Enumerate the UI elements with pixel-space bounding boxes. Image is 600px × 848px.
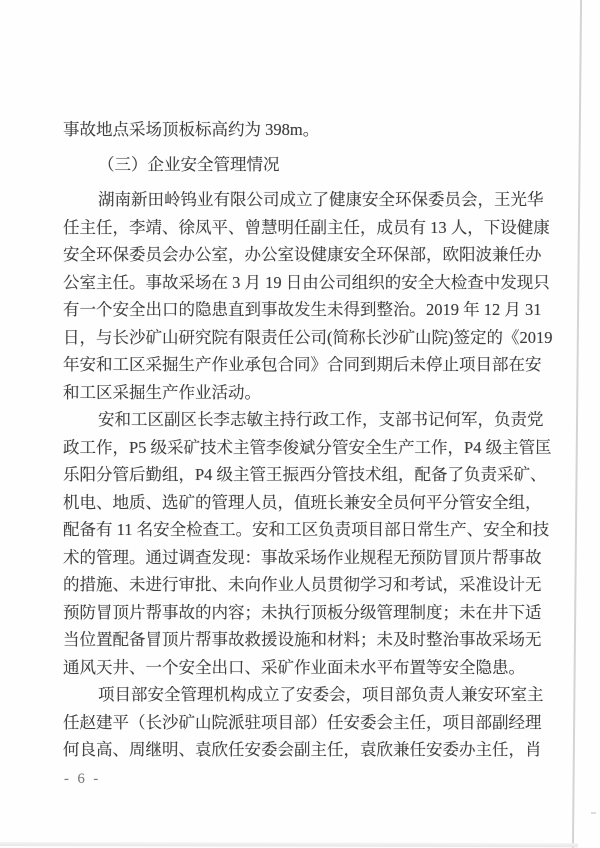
text-line: 有一个安全出口的隐患直到事故发生未得到整治。2019 年 12 月 31 — [63, 300, 542, 319]
text-line: 年安和工区采掘生产作业承包合同》合同到期后未停止项目部在安 — [63, 355, 542, 374]
text-line: 和工区采掘生产作业活动。 — [63, 382, 261, 402]
text-line: 的措施、未进行审批、未向作业人员贯彻学习和考试，采准设计无 — [63, 575, 542, 594]
text-line: 任主任，李靖、徐凤平、曾慧明任副主任，成员有 13 人，下设健康 — [63, 217, 550, 237]
text-line: 预防冒顶片帮事故的内容；未执行顶板分级管理制度；未在井下适 — [63, 602, 542, 622]
text-line: 术的管理。通过调查发现：事故采场作业规程无预防冒顶片帮事故 — [63, 547, 542, 567]
text-line: 乐阳分管后勤组，P4 级主管王振西分管技术组，配备了负责采矿、 — [63, 465, 547, 484]
paragraph-block — [63, 186, 553, 406]
scan-speck — [591, 812, 596, 814]
text-line: 当位置配备冒顶片帮事故救援设施和材料；未及时整治事故采场无 — [63, 630, 542, 649]
section-heading: （三）企业安全管理情况 — [98, 155, 280, 174]
text-line: 政工作，P5 级采矿技术主管李俊斌分管安全生产工作，P4 级主管匡 — [63, 437, 552, 457]
heading-block — [63, 151, 537, 179]
scan-edge-line — [572, 0, 582, 848]
text-line: 何良高、周继明、袁欣任安委会副主任，袁欣兼任安委办主任，肖 — [63, 740, 542, 759]
text-line: 机电、地质、选矿的管理人员，值班长兼安全员何平分管安全组， — [63, 492, 542, 512]
paragraph-block — [63, 406, 552, 681]
page-number: - 6 - — [64, 771, 101, 787]
text-line: 项目部安全管理机构成立了安委会，项目部负责人兼安环室主 — [98, 685, 544, 704]
scan-bottom-edge — [0, 842, 578, 847]
text-line: 安全环保委员会办公室，办公室设健康安全环保部，欧阳波兼任办 — [63, 245, 542, 264]
text-line: 公室主任。事故采场在 3 月 19 日由公司组织的安全大检查中发现只 — [63, 272, 550, 292]
paragraph-block — [63, 681, 544, 764]
text-line: 通风天井、一个安全出口、采矿作业面未水平布置等安全隐患。 — [63, 657, 525, 677]
text-line: 事故地点采场顶板标高约为 398m。 — [63, 120, 320, 139]
text-line: 安和工区副区长李志敏主持行政工作，支部书记何军，负责党 — [98, 410, 544, 429]
text-line: 配备有 11 名安全检查工。安和工区负责项目部日常生产、安全和技 — [63, 520, 550, 539]
paragraph-block — [63, 116, 537, 144]
text-line: 任赵建平（长沙矿山院派驻项目部）任安委会主任，项目部副经理 — [63, 712, 542, 732]
text-body — [63, 116, 553, 764]
text-line: 湖南新田岭钨业有限公司成立了健康安全环保委员会，王光华 — [98, 190, 544, 209]
text-line: 日，与长沙矿山研究院有限责任公司(简称长沙矿山院)签定的《2019 — [63, 327, 553, 347]
